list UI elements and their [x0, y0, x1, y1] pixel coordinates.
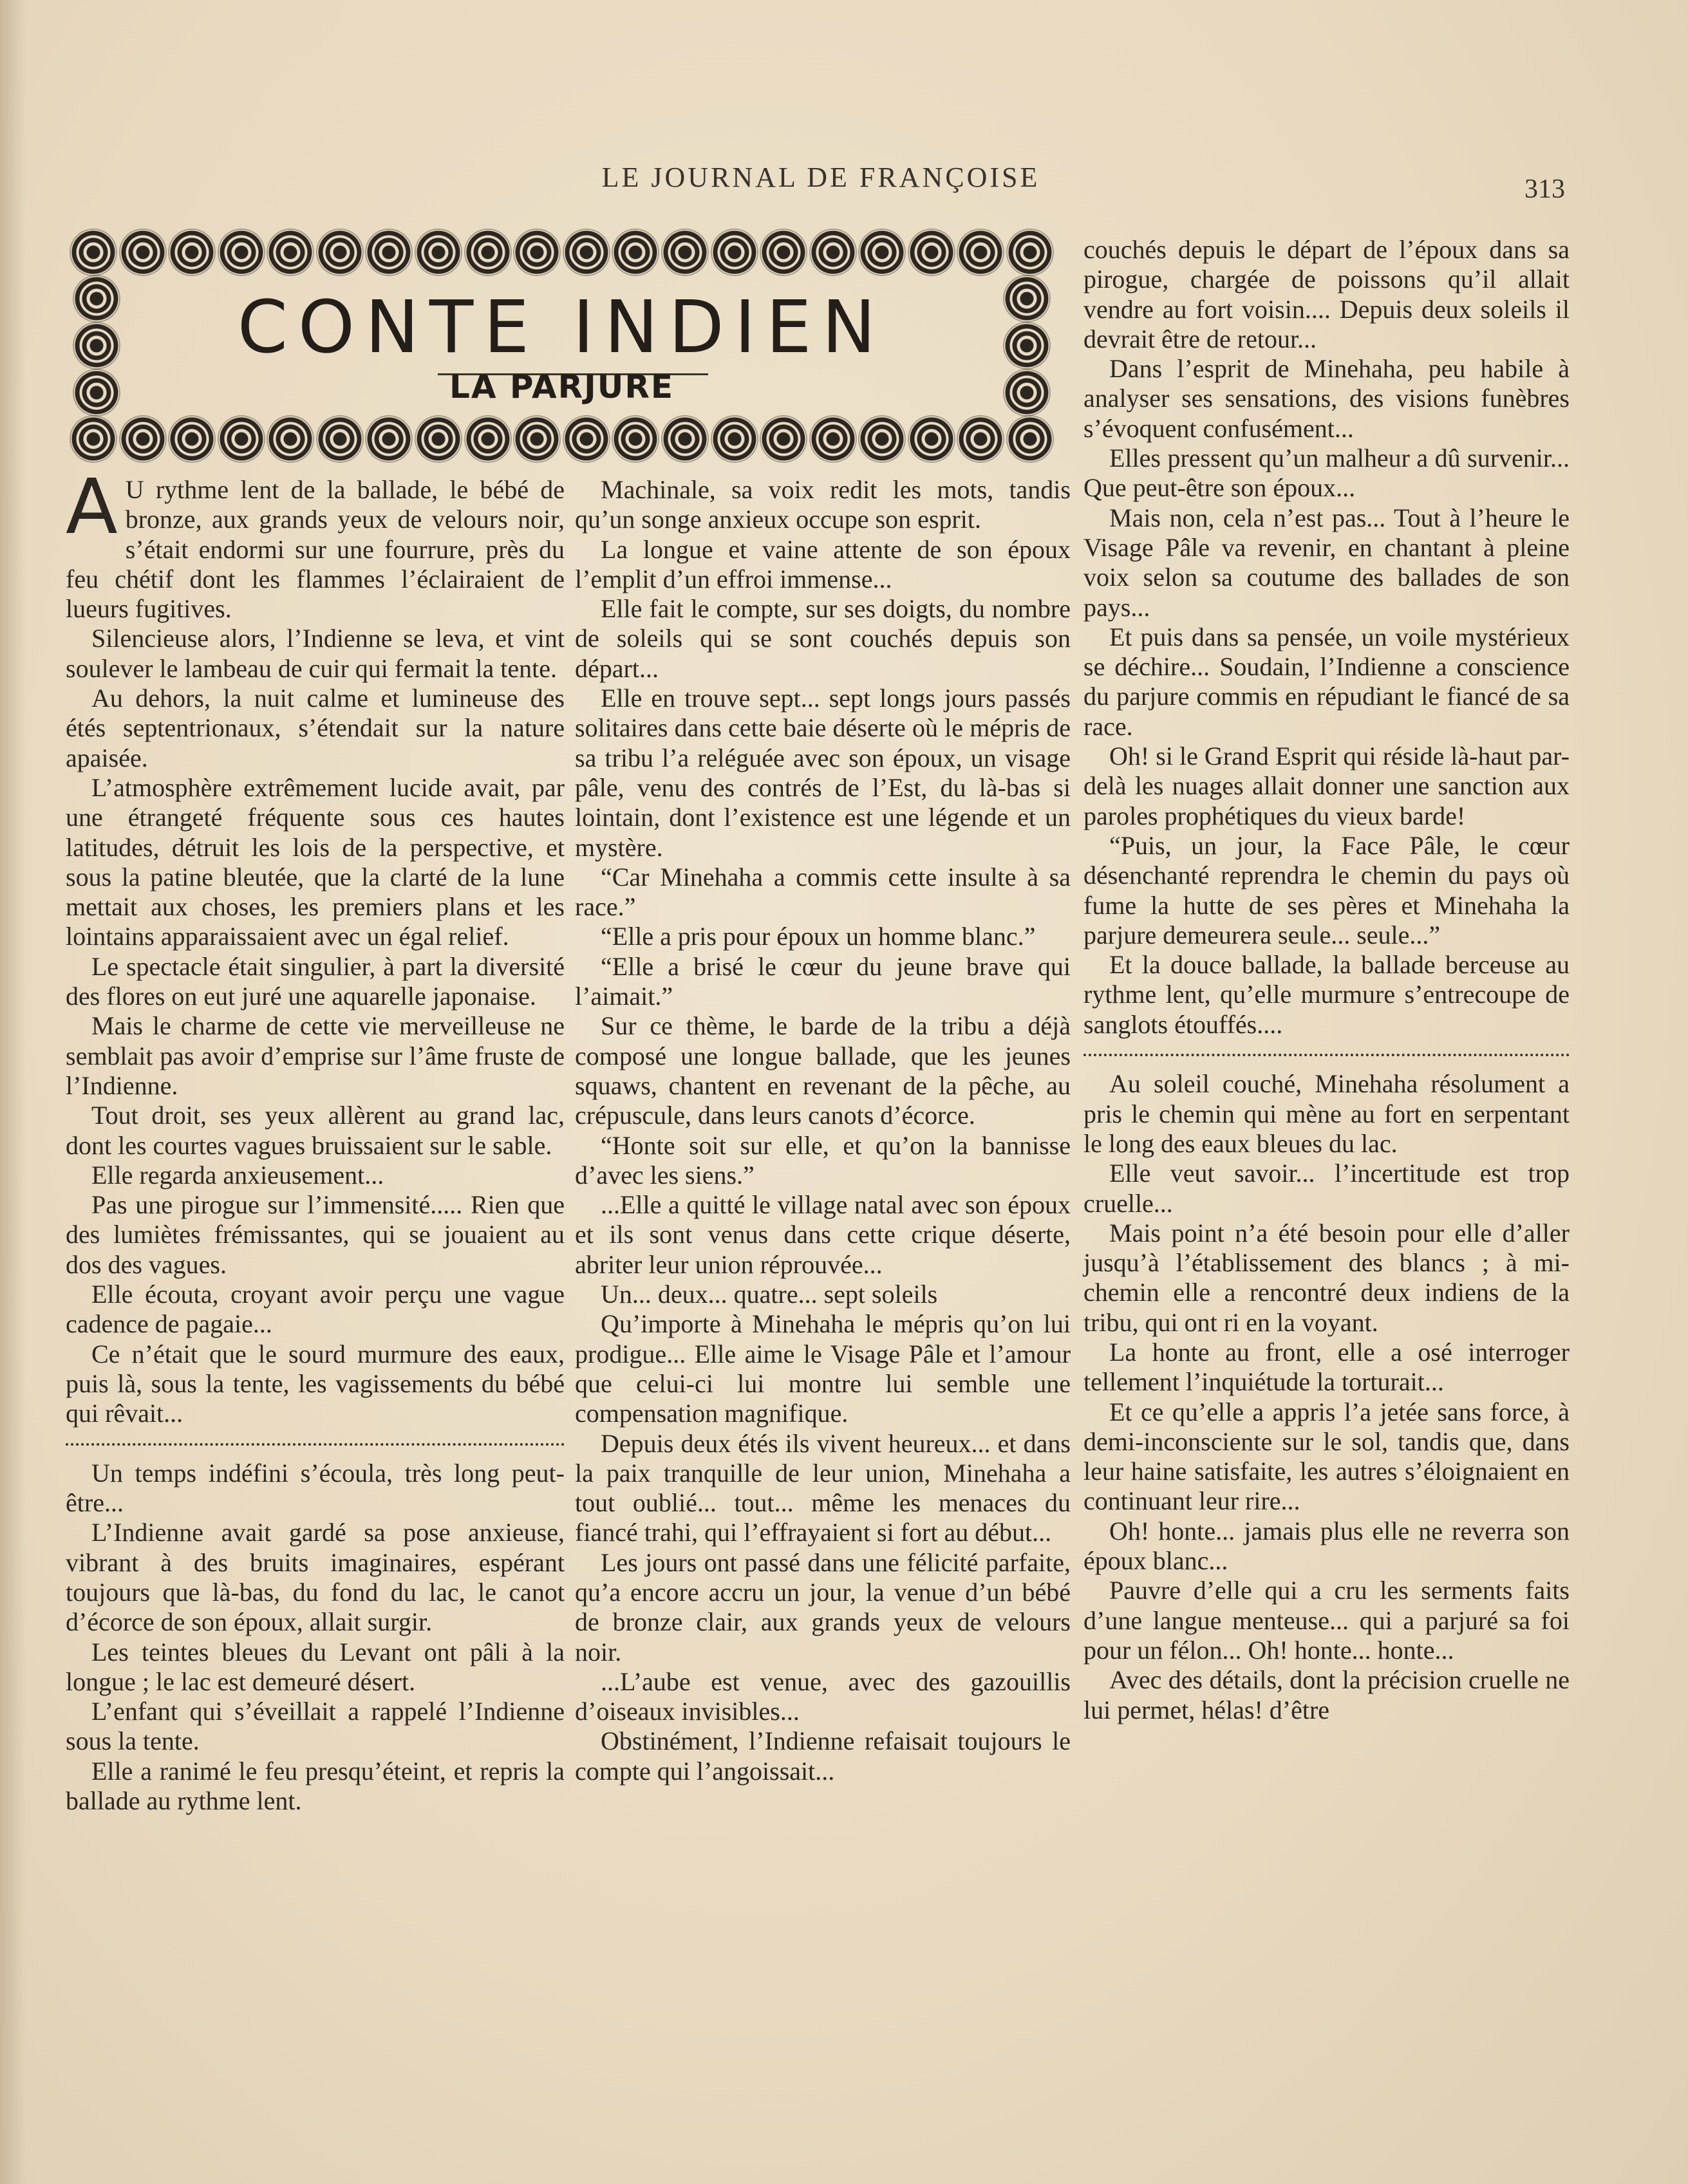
paragraph: Au soleil couché, Minehaha résolument a pris le chemin qui mène au fort en serpentant le long des eaux bleues du lac.: [1083, 1069, 1570, 1158]
paragraph: Ce n’était que le sourd murmure des eaux, puis là, sous la tente, les vagissements du bébé qui rêvait...: [66, 1339, 565, 1428]
rosette-ornament-icon: [811, 230, 856, 275]
paragraph: ...Elle a quitté le village natal avec son époux et ils sont venus dans cette crique déserte, abriter leur union réprouvée...: [575, 1190, 1071, 1279]
rosette-ornament-icon: [613, 416, 658, 462]
rosette-ornament-icon: [366, 230, 411, 275]
article-subtitle: LA PARJURE: [449, 368, 675, 406]
paragraph: Au dehors, la nuit calme et lumineuse des étés septentrionaux, s’étendait sur la nature apaisée.: [66, 684, 565, 772]
paragraph: Silencieuse alors, l’Indienne se leva, et vint soulever le lambeau de cuir qui fermait la tente.: [66, 624, 565, 683]
rosette-ornament-icon: [120, 230, 165, 275]
paragraph: Elle veut savoir... l’incertitude est trop cruelle...: [1083, 1159, 1570, 1218]
rosette-ornament-icon: [169, 230, 214, 275]
paragraph: Machinale, sa voix redit les mots, tandis qu’un songe anxieux occupe son esprit.: [575, 475, 1071, 534]
running-head: LE JOURNAL DE FRANÇOISE: [601, 162, 1040, 193]
paragraph-text: U rythme lent de la ballade, le bébé de bronze, aux grands yeux de velours noir, s’était endormi sur une fourrure, près du feu chétif dont les flammes l’éclairaient de lueurs fugitives.: [66, 475, 565, 624]
rosette-ornament-icon: [416, 416, 461, 462]
rosette-ornament-icon: [613, 230, 658, 275]
rosette-ornament-icon: [514, 416, 559, 462]
paragraph-continuation: couchés depuis le départ de l’époux dans sa pirogue, chargée de poissons qu’il allait vendre au fort voisin.... Depuis deux soleils il devrait être de retour...: [1083, 235, 1570, 353]
paragraph: Mais point n’a été besoin pour elle d’aller jusqu’à l’établissement des blancs ; à mi-chemin elle a rencontré deux indiens de la tribu, qui ont ri en la voyant.: [1083, 1218, 1570, 1337]
paragraph: L’Indienne avait gardé sa pose anxieuse, vibrant à des bruits imaginaires, espérant toujours que là-bas, du fond du lac, le canot d’écorce de son époux, allait surgir.: [66, 1518, 565, 1637]
dotted-separator: [1083, 1040, 1570, 1069]
rosette-ornament-icon: [1008, 230, 1053, 275]
paragraph: Et ce qu’elle a appris l’a jetée sans force, à demi-inconsciente sur le sol, tandis que, dans leur haine satisfaite, les autres s’éloignaient en continuant leur rire...: [1083, 1397, 1570, 1516]
paragraph: “Elle a pris pour époux un homme blanc.”: [601, 922, 1036, 951]
rosette-ornament-icon: [564, 416, 609, 462]
paragraph: Tout droit, ses yeux allèrent au grand lac, dont les courtes vagues bruissaient sur le sable.: [66, 1101, 565, 1160]
rosette-ornament-icon: [909, 416, 954, 462]
text-column-3: [1083, 235, 1570, 1725]
drop-cap: A: [66, 462, 118, 551]
rosette-border-bottom: [71, 413, 1053, 465]
rosette-ornament-icon: [761, 416, 806, 462]
rosette-ornament-icon: [416, 230, 461, 275]
rosette-ornament-icon: [712, 416, 757, 462]
rosette-ornament-icon: [564, 230, 609, 275]
rosette-ornament-icon: [811, 416, 856, 462]
rosette-ornament-icon: [219, 416, 264, 462]
paragraph: Et la douce ballade, la ballade berceuse au rythme lent, qu’elle murmure s’entrecoupe de sanglots étouffés....: [1083, 950, 1570, 1039]
rosette-ornament-icon: [268, 230, 313, 275]
paragraph: Elle écouta, croyant avoir perçu une vague cadence de pagaie...: [66, 1280, 565, 1339]
rosette-ornament-icon: [465, 230, 511, 275]
rosette-ornament-icon: [317, 416, 362, 462]
rosette-ornament-icon: [859, 230, 905, 275]
paragraph: Oh! honte... jamais plus elle ne reverra son époux blanc...: [1083, 1516, 1570, 1576]
paragraph: “Puis, un jour, la Face Pâle, le cœur désenchanté reprendra le chemin du pays où fume la hutte de ses pères et Minehaha la parjure demeurera seule... seule...”: [1083, 830, 1570, 949]
paragraph: Un temps indéfini s’écoula, très long peut-être...: [66, 1458, 565, 1518]
rosette-ornament-icon: [1008, 416, 1053, 462]
rosette-ornament-icon: [317, 230, 362, 275]
page-gutter-shadow: [0, 0, 26, 2184]
paragraph: “Elle a brisé le cœur du jeune brave qui l’aimait.”: [575, 951, 1071, 1011]
paragraph: Qu’importe à Minehaha le mépris qu’on lui prodigue... Elle aime le Visage Pâle et l’amour que celui-ci lui montre lui semble une compensation magnifique.: [575, 1309, 1071, 1428]
paragraph: Mais le charme de cette vie merveilleuse ne semblait pas avoir d’emprise sur l’âme fruste de l’Indienne.: [66, 1011, 565, 1100]
rosette-ornament-icon: [662, 416, 708, 462]
rosette-ornament-icon: [366, 416, 411, 462]
paragraph: Pas une pirogue sur l’immensité..... Rien que des lumiètes frémissantes, qui se jouaient au dos des vagues.: [66, 1190, 565, 1279]
rosette-ornament-icon: [859, 416, 905, 462]
paragraph: ...L’aube est venue, avec des gazouillis d’oiseaux invisibles...: [575, 1666, 1071, 1726]
paragraph: Mais non, cela n’est pas... Tout à l’heure le Visage Pâle va revenir, en chantant à pleine voix selon sa coutume des ballades de son pays...: [1083, 503, 1570, 622]
text-column-2: [575, 475, 1071, 1786]
dotted-separator: [66, 1429, 565, 1459]
rosette-border-top: [71, 227, 1053, 278]
paragraph: Elle en trouve sept... sept longs jours passés solitaires dans cette baie déserte où le mépris de sa tribu l’a reléguée avec son époux, un visage pâle, venu des contrés de l’Est, du là-bas si lointain, dont l’existence est une légende et un mystère.: [575, 684, 1071, 862]
rosette-ornament-icon: [465, 416, 511, 462]
rosette-ornament-icon: [268, 416, 313, 462]
rosette-ornament-icon: [662, 230, 708, 275]
paragraph: Pauvre d’elle qui a cru les serments faits d’une langue menteuse... qui a parjuré sa foi pour un félon... Oh! honte... honte...: [1083, 1576, 1570, 1665]
title-block: [71, 227, 1053, 465]
paragraph: Obstinément, l’Indienne refaisait toujours le compte qui l’angoissait...: [575, 1726, 1071, 1786]
rosette-ornament-icon: [120, 416, 165, 462]
rosette-ornament-icon: [958, 230, 1003, 275]
paragraph: Sur ce thème, le barde de la tribu a déjà composé une longue ballade, que les jeunes squaws, chantent en revenant de la pêche, au crépuscule, dans leurs canots d’écorce.: [575, 1011, 1071, 1130]
rosette-ornament-icon: [958, 416, 1003, 462]
paragraph: Elle fait le compte, sur ses doigts, du nombre de soleils qui se sont couchés depuis son départ...: [575, 594, 1071, 683]
paragraph: Et puis dans sa pensée, un voile mystérieux se déchire... Soudain, l’Indienne a conscience du parjure commis en répudiant le fiancé de sa race.: [1083, 622, 1570, 741]
paragraph: [66, 462, 565, 624]
paragraph: Les jours ont passé dans une félicité parfaite, qu’a encore accru un jour, la venue d’un bébé de bronze clair, aux grands yeux de velours noir.: [575, 1547, 1071, 1666]
paragraph: La honte au front, elle a osé interroger tellement l’inquiétude la torturait...: [1083, 1337, 1570, 1397]
rosette-ornament-icon: [219, 230, 264, 275]
rosette-ornament-icon: [712, 230, 757, 275]
paragraph: Les teintes bleues du Levant ont pâli à la longue ; le lac est demeuré désert.: [66, 1637, 565, 1696]
rosette-ornament-icon: [169, 416, 214, 462]
paragraph: Avec des détails, dont la précision cruelle ne lui permet, hélas! d’être: [1083, 1665, 1570, 1724]
paragraph: Depuis deux étés ils vivent heureux... et dans la paix tranquille de leur union, Minehaha a tout oublié... tout... même les menaces du fiancé trahi, qui l’effrayaient si fort au début...: [575, 1428, 1071, 1547]
paragraph: Elles pressent qu’un malheur a dû survenir... Que peut-être son époux...: [1083, 443, 1570, 503]
rosette-ornament-icon: [761, 230, 806, 275]
paragraph: “Car Minehaha a commis cette insulte à sa race.”: [575, 862, 1071, 922]
paragraph: Elle regarda anxieusement...: [91, 1160, 384, 1190]
rosette-ornament-icon: [514, 230, 559, 275]
paragraph: “Honte soit sur elle, et qu’on la bannisse d’avec les siens.”: [575, 1130, 1071, 1190]
paragraph: Le spectacle était singulier, à part la diversité des flores on eut juré une aquarelle japonaise.: [66, 951, 565, 1011]
paragraph: L’enfant qui s’éveillait a rappelé l’Indienne sous la tente.: [66, 1697, 565, 1756]
paragraph: L’atmosphère extrêmement lucide avait, par une étrangeté fréquente sous ces hautes latitudes, détruit les lois de la perspective, et sous la patine bleutée, que la clarté de la lune mettait aux choses, les premiers plans et les lointains apparaissaient avec un égal relief.: [66, 772, 565, 951]
rosette-ornament-icon: [71, 230, 116, 275]
paragraph: La longue et vaine attente de son époux l’emplit d’un effroi immense...: [575, 534, 1071, 593]
paragraph: Oh! si le Grand Esprit qui réside là-haut par-delà les nuages allait donner une sanction aux paroles prophétiques du vieux barde!: [1083, 742, 1570, 830]
rosette-ornament-icon: [71, 416, 116, 462]
paragraph: Un... deux... quatre... sept soleils: [601, 1280, 938, 1309]
rosette-ornament-icon: [909, 230, 954, 275]
text-column-1: [66, 462, 565, 1816]
paragraph: Dans l’esprit de Minehaha, peu habile à analyser ses sensations, des visions funèbres s’évoquent confusément...: [1083, 354, 1570, 443]
paragraph: Elle a ranimé le feu presqu’éteint, et repris la ballade au rythme lent.: [66, 1756, 565, 1816]
page-number: 313: [1524, 174, 1565, 204]
article-title: CONTE INDIEN: [237, 286, 886, 369]
